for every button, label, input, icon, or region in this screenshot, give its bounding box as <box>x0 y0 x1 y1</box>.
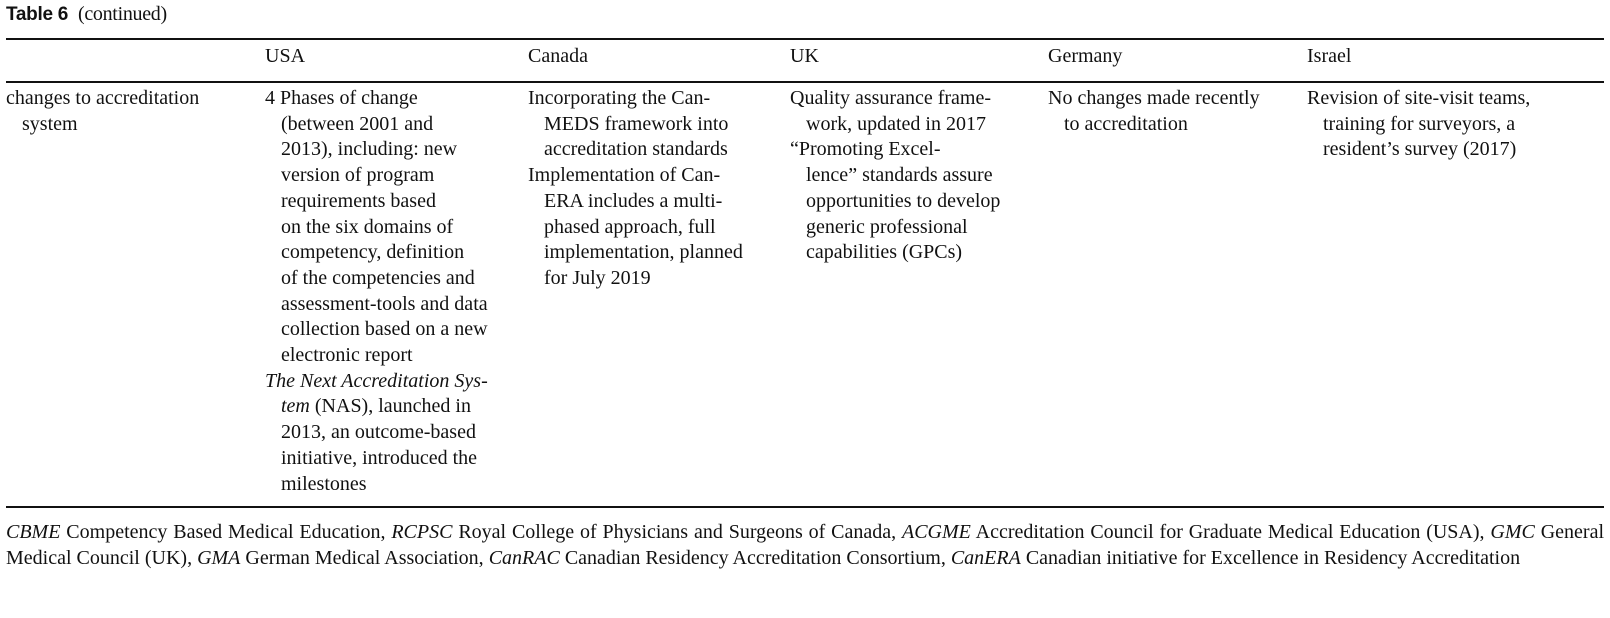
footnote-abbr: RCPSC <box>391 521 453 543</box>
table-label: Table 6 <box>6 4 68 25</box>
table-continued: (continued) <box>77 3 167 25</box>
canada-cell <box>528 86 743 292</box>
canada-line: Incorporating the Can- <box>528 87 711 109</box>
usa-line: electronic report <box>281 344 413 367</box>
canada-line: for July 2019 <box>544 266 651 289</box>
israel-line: training for surveyors, a <box>1323 112 1516 135</box>
usa-line: (between 2001 and <box>281 112 434 135</box>
footnote-abbr: GMA <box>197 546 241 569</box>
usa-line: version of program <box>281 164 435 187</box>
canada-line: phased approach, full <box>544 215 716 238</box>
row-label-line: system <box>22 112 78 135</box>
usa-line: 4 Phases of change <box>265 87 418 109</box>
col-header-usa: USA <box>265 45 306 67</box>
germany-line: to accreditation <box>1064 112 1188 135</box>
israel-line: resident’s survey (2017) <box>1323 138 1517 161</box>
bottom-rule <box>6 506 1604 508</box>
footnote-def: Accreditation Council for Graduate Medical Education (USA), <box>970 521 1491 543</box>
uk-cell <box>790 86 1000 266</box>
usa-line: collection based on a new <box>281 318 488 341</box>
row-label-cell <box>6 86 199 137</box>
israel-line: Revision of site-visit teams, <box>1307 87 1531 109</box>
uk-line: capabilities (GPCs) <box>806 241 963 264</box>
footnote-def: Canadian initiative for Excellence in Residency Accreditation <box>1020 546 1521 569</box>
col-header-israel: Israel <box>1307 45 1352 67</box>
col-header-canada: Canada <box>528 45 588 67</box>
footnote-def: German Medical Association, <box>240 546 489 569</box>
usa-cell <box>265 86 488 497</box>
uk-line: work, updated in 2017 <box>806 112 986 135</box>
uk-line: “Promoting Excel- <box>790 138 941 161</box>
usa-term-continuation: (NAS), launched in <box>309 395 471 418</box>
table-caption <box>6 3 167 26</box>
footnote-abbr: ACGME <box>902 521 971 543</box>
germany-cell <box>1048 86 1260 137</box>
germany-line: No changes made recently <box>1048 87 1260 109</box>
canada-line: Implementation of Can- <box>528 164 721 187</box>
footnote-def: Royal College of Physicians and Surgeons of Canada, <box>452 521 902 543</box>
col-header-germany: Germany <box>1048 45 1123 67</box>
usa-line: 2013, an outcome-based <box>281 421 476 444</box>
footnote-abbr: CanRAC <box>488 546 560 569</box>
col-header-uk: UK <box>790 45 819 67</box>
uk-line: lence” standards assure <box>806 164 993 187</box>
footnote-abbr: CBME <box>6 521 61 543</box>
usa-line-italic: The Next Accreditation Sys- <box>265 369 488 392</box>
uk-line: opportunities to develop <box>806 189 1001 212</box>
usa-italic-term: tem <box>281 395 310 418</box>
footnote-def: General Medical Council (UK), <box>6 521 1605 569</box>
top-rule <box>6 38 1604 40</box>
uk-line: Quality assurance frame- <box>790 87 992 109</box>
uk-line: generic professional <box>806 215 968 238</box>
row-label-line: changes to accreditation <box>6 87 200 109</box>
footnote-def: Canadian Residency Accreditation Consortium, <box>559 546 951 569</box>
usa-line: 2013), including: new <box>281 138 458 161</box>
usa-line: milestones <box>281 472 367 495</box>
table-footnote <box>6 520 1604 571</box>
usa-line: requirements based <box>281 189 436 212</box>
footnote-def: Competency Based Medical Education, <box>60 521 392 543</box>
canada-line: ERA includes a multi- <box>544 189 723 212</box>
footnote-abbr: CanERA <box>950 546 1021 569</box>
israel-cell <box>1307 86 1530 163</box>
usa-line: competency, definition <box>281 241 465 264</box>
canada-line: implementation, planned <box>544 241 743 264</box>
footnote-abbr: GMC <box>1490 521 1535 543</box>
header-rule <box>6 81 1604 83</box>
usa-line <box>265 394 488 420</box>
usa-line: on the six domains of <box>281 215 454 238</box>
usa-line: initiative, introduced the <box>281 446 478 469</box>
canada-line: MEDS framework into <box>544 112 729 135</box>
usa-line: of the competencies and <box>281 266 475 289</box>
canada-line: accreditation standards <box>544 138 728 161</box>
usa-line: assessment-tools and data <box>281 292 488 315</box>
